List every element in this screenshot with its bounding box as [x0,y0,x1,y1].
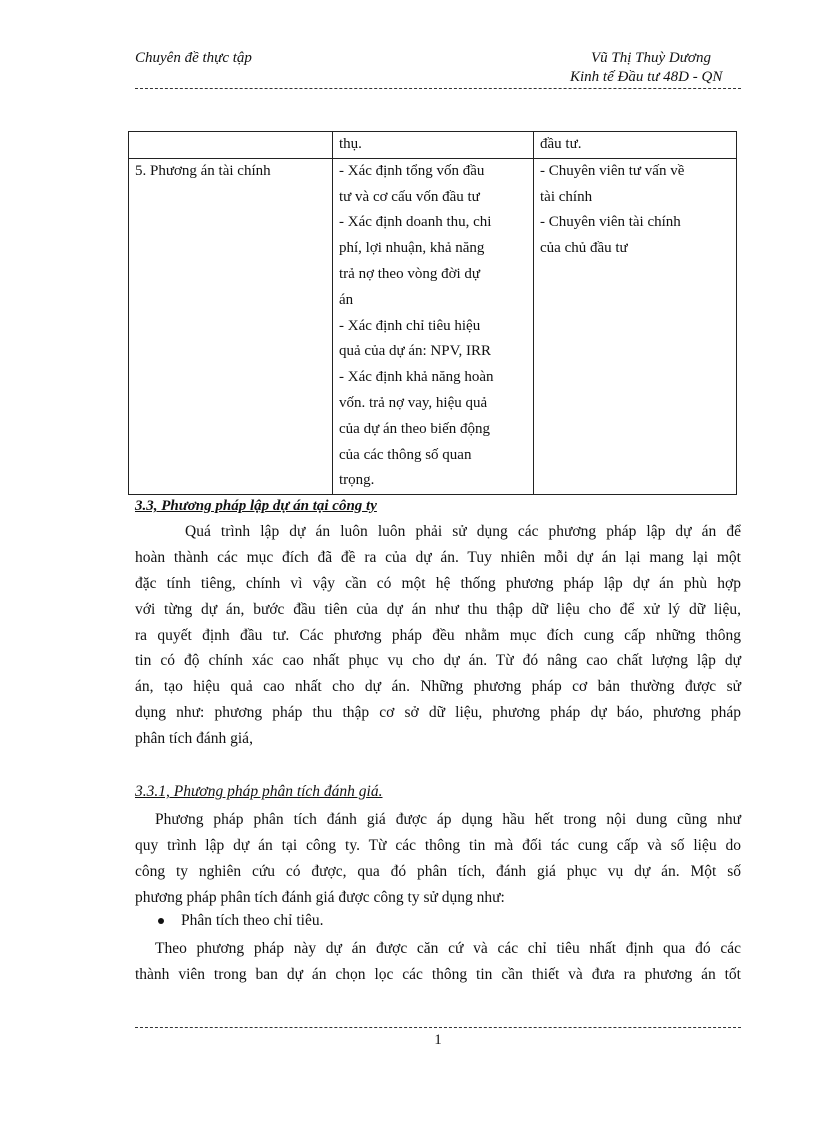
paragraph-line: Theo phương pháp này dự án được căn cứ và các chỉ tiêu nhất định qua đó các [155,940,741,957]
table-cell [129,132,333,159]
page-number: 1 [434,1032,442,1048]
paragraph-line: công ty nghiên cứu có được, qua đó phân tích, đánh giá phục vụ dự án. Một số [135,862,741,880]
header-author-name: Vũ Thị Thuỳ Dương [591,50,711,66]
table-cell: đầu tư. [534,132,737,159]
paragraph-line: hoàn thành các mục đích đã đề ra của dự án. Tuy nhiên mỗi dự án lại mang lại một [135,548,741,566]
section-heading: 3.3, Phương pháp lập dự án tại công ty [135,498,377,514]
paragraph-line: Phương pháp phân tích đánh giá được áp dụng hầu hết trong nội dung cũng như [155,811,741,828]
cell-text-line: quả của dự án: NPV, IRR [339,343,492,360]
header-document-title: Chuyên đề thực tập [135,50,252,66]
cell-text-line: - Chuyên viên tư vấn về [540,162,685,179]
table-cell-plan-name [129,158,333,494]
subsection-heading: 3.3.1, Phương pháp phân tích đánh giá. [135,783,383,800]
responsibility-table [128,131,737,495]
cell-text-line: của chủ đầu tư [540,240,628,257]
cell-text-line: vốn. trả nợ vay, hiệu quả [339,394,488,411]
cell-text-line: - Xác định doanh thu, chi [339,214,492,231]
section-paragraph [135,519,741,752]
cell-text-line: - Xác định tổng vốn đầu [339,162,485,179]
cell-text-line: trọng. [339,472,375,489]
cell-text-line: của dự án theo biến động [339,420,491,437]
paragraph-line: quy trình lập dự án tại công ty. Từ các thông tin mà đối tác cung cấp và số liệu do [135,836,741,854]
cell-text-line: án [339,291,354,308]
subsection-paragraph-2 [135,936,741,988]
cell-text-line: - Xác định chỉ tiêu hiệu [339,317,481,334]
cell-text-line: phí, lợi nhuận, khả năng [339,240,485,257]
table-row [129,132,737,159]
bullet-text: Phân tích theo chỉ tiêu. [181,912,324,929]
cell-text-line: tài chính [540,188,593,205]
bullet-dot-icon [158,918,164,924]
header-author-class: Kinh tế Đầu tư 48D - QN [570,69,723,85]
cell-text: 5. Phương án tài chính [135,162,271,179]
paragraph-line: tin có độ chính xác cao nhất phục vụ cho dự án. Từ đó nâng cao chất lượng lập dự [135,652,741,670]
paragraph-line: phân tích đánh giá, [135,730,253,748]
table-cell: thụ. [333,132,534,159]
subsection-paragraph [135,807,741,911]
table-row [129,158,737,494]
paragraph-line: phương pháp phân tích đánh giá được công ty sử dụng như: [135,888,505,906]
table-cell-tasks [333,158,534,494]
paragraph-line: án, tạo hiệu quả cao nhất cho dự án. Những phương pháp cơ bản thường được sử [135,678,741,696]
header-divider [135,88,741,89]
cell-text-line: - Xác định khả năng hoàn [339,369,494,386]
paragraph-line: ra quyết định đầu tư. Các phương pháp đều nhằm mục đích cung cấp những thông [135,626,741,644]
cell-text-line: tư và cơ cấu vốn đầu tư [339,188,480,205]
cell-text-line: trả nợ theo vòng đời dự [339,265,481,282]
paragraph-line: dụng như: phương pháp thu thập cơ sở dữ liệu, phương pháp dự báo, phương pháp [135,704,741,722]
table-cell-participants [534,158,737,494]
paragraph-line: với từng dự án, bước đầu tiên của dự án như thu thập dữ liệu cho để xử lý dữ liệu, [135,600,741,618]
paragraph-line: Quá trình lập dự án luôn luôn phải sử dụng các phương pháp lập dự án để [185,523,741,540]
paragraph-line: đặc tính tiêng, chính vì vậy cần có một hệ thống phương pháp lập dự án phù hợp [135,574,741,592]
cell-text-line: - Chuyên viên tài chính [540,214,681,231]
cell-text-line: của các thông số quan [339,446,472,463]
paragraph-line: thành viên trong ban dự án chọn lọc các thông tin cần thiết và đưa ra phương án tốt [135,965,741,983]
footer-divider [135,1027,741,1028]
bullet-item [158,912,323,930]
